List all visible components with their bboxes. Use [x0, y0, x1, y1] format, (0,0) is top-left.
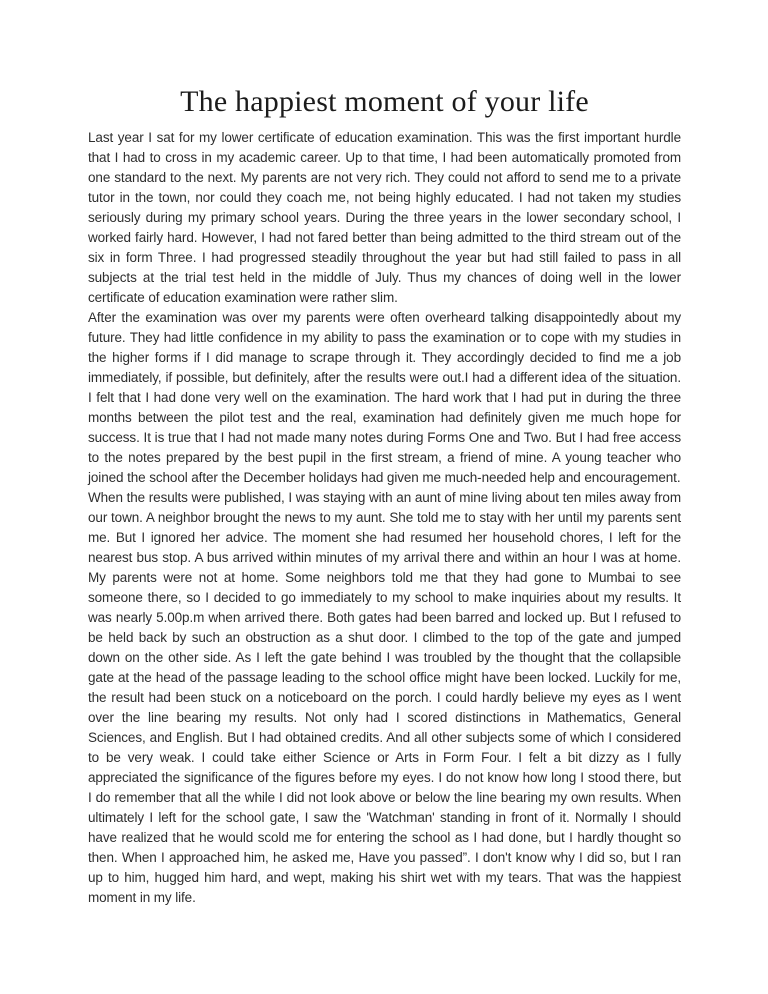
document-title: The happiest moment of your life — [180, 85, 589, 118]
essay-paragraph-3: When the results were published, I was staying with an aunt of mine living about ten miles away from our town. A neighbor brought the news to my aunt. She told me to stay with her until my parents sent me. But I ignored her advice. The moment she had resumed her household chores, I left for the nearest bus stop. A bus arrived within minutes of my arrival there and within an hour I was at home. My parents were not at home. Some neighbors told me that they had gone to Mumbai to see someone there, so I decided to go immediately to my school to make inquiries about my results. It was nearly 5.00p.m when arrived there. Both gates had been barred and locked up. But I refused to be held back by such an obstruction as a shut door. I climbed to the top of the gate and jumped down on the other side. As I left the gate behind I was troubled by the thought that the collapsible gate at the head of the passage leading to the school office might have been locked. Luckily for me, the result had been stuck on a noticeboard on the porch. I could hardly believe my eyes as I went over the line bearing my results. Not only had I scored distinctions in Mathematics, General Sciences, and English. But I had obtained credits. And all other subjects some of which I considered to be very weak. I could take either Science or Arts in Form Four. I felt a bit dizzy as I fully appreciated the significance of the figures before my eyes. I do not know how long I stood there, but I do remember that all the while I did not look above or below the line bearing my own results. When ultimately I left for the school gate, I saw the 'Watchman' standing in front of it. Normally I should have realized that he would scold me for entering the school as I had done, but I hardly thought so then. When I approached him, he asked me, Have you passed”. I don't know why I did so, but I ran up to him, hugged him hard, and wept, making his shirt wet with my tears. That was the happiest moment in my life. — [88, 490, 681, 905]
essay-paragraph-1: Last year I sat for my lower certificate of education examination. This was the first important hurdle that I had to cross in my academic career. Up to that time, I had been automatically promoted from one standard to the next. My parents are not very rich. They could not afford to send me to a private tutor in the town, nor could they coach me, not being highly educated. I had not taken my studies seriously during my primary school years. During the three years in the lower secondary school, I worked fairly hard. However, I had not fared better than being admitted to the third stream out of the six in form Three. I had progressed steadily throughout the year but had still failed to pass in all subjects at the trial test held in the middle of July. Thus my chances of doing well in the lower certificate of education examination were rather slim. — [88, 130, 681, 305]
essay-paragraph-2: After the examination was over my parents were often overheard talking disappointedly about my future. They had little confidence in my ability to pass the examination or to cope with my studies in the higher forms if I did manage to scrape through it. They accordingly decided to find me a job immediately, if possible, but definitely, after the results were out.I had a different idea of the situation. I felt that I had done very well on the examination. The hard work that I had put in during the three months between the pilot test and the real, examination had definitely given me much hope for success. It is true that I had not made many notes during Forms One and Two. But I had free access to the notes prepared by the best pupil in the first stream, a friend of mine. A young teacher who joined the school after the December holidays had given me much-needed help and encouragement. — [88, 310, 681, 485]
